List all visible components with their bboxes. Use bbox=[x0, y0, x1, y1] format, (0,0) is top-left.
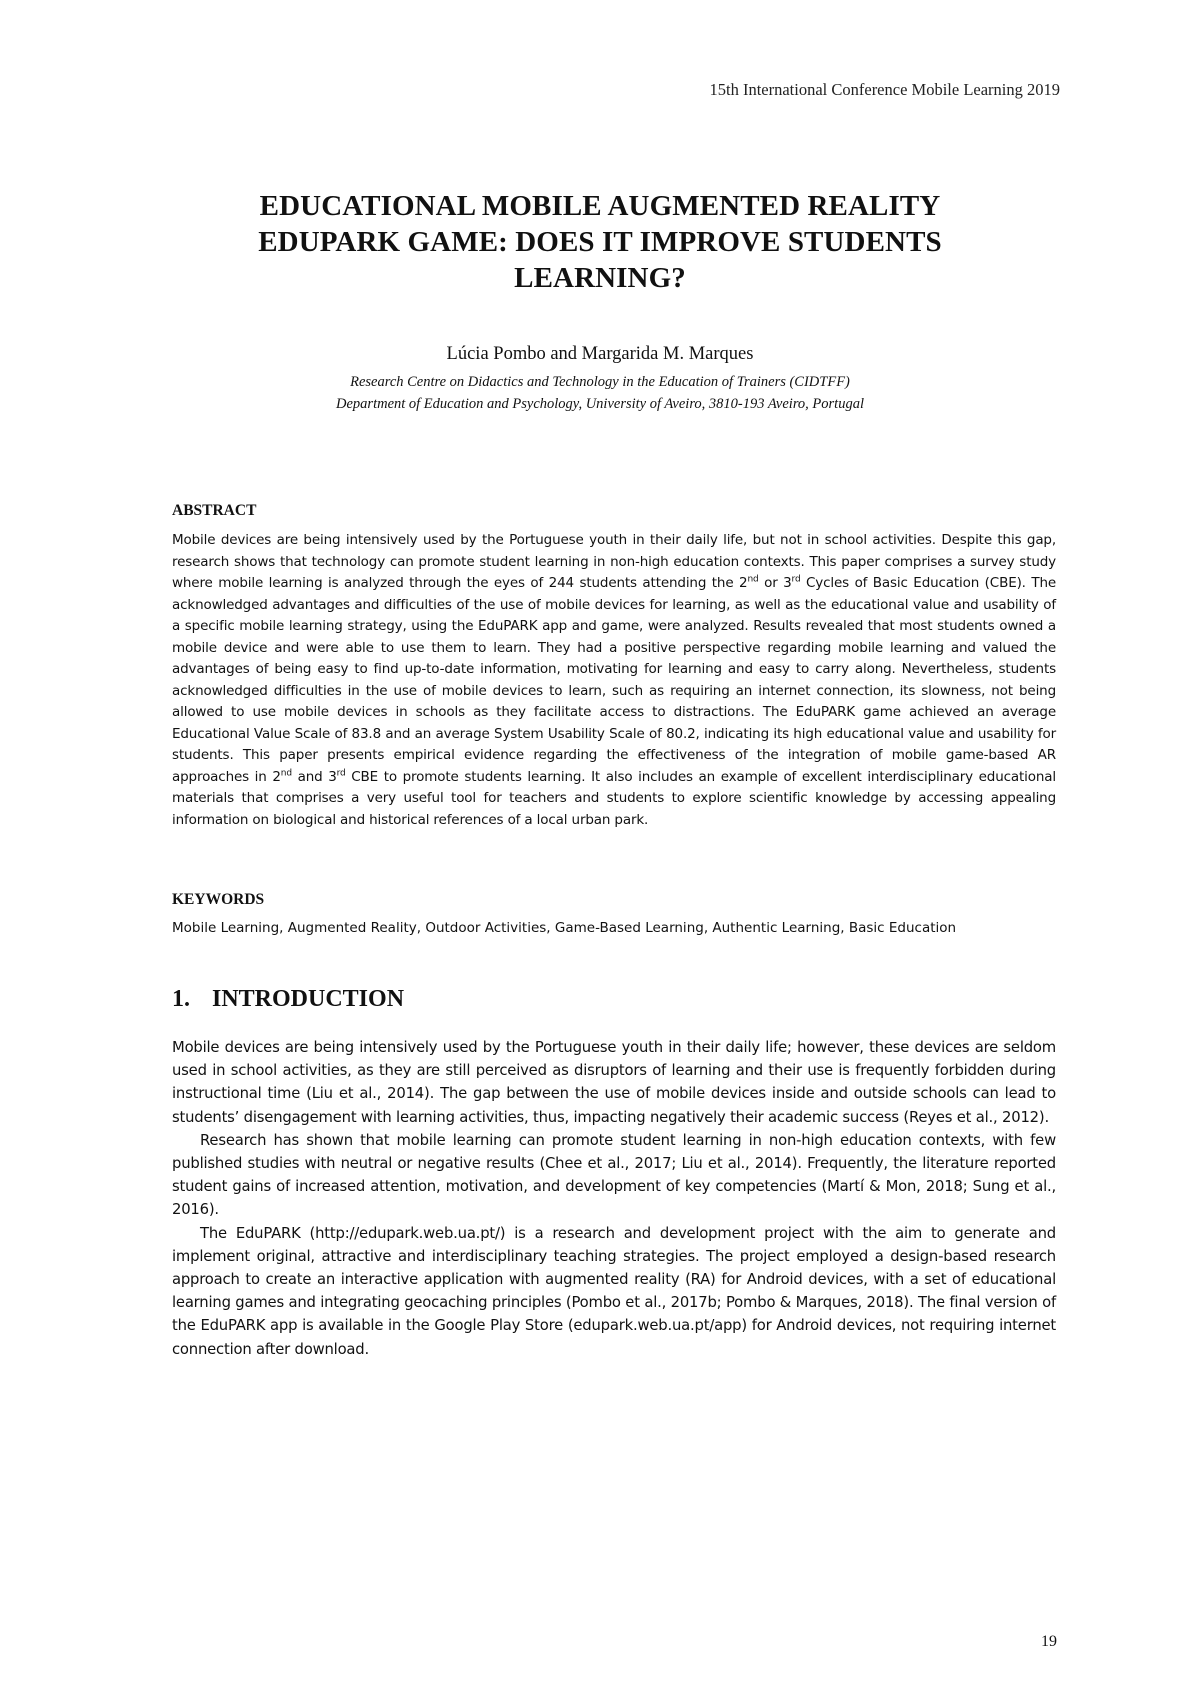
introduction-text bbox=[172, 1036, 1056, 1361]
intro-paragraph: The EduPARK (http://edupark.web.ua.pt/) is a research and development project with the aim to generate and implement original, attractive and interdisciplinary teaching strategies. The project employed a design-based research approach to create an interactive application with augmented reality (RA) for Android devices, with a set of educational learning games and integrating geocaching principles (Pombo et al., 2017b; Pombo & Marques, 2018). The final version of the EduPARK app is available in the Google Play Store (edupark.web.ua.pt/app) for Android devices, not requiring internet connection after download. bbox=[172, 1224, 1056, 1358]
abstract-heading: ABSTRACT bbox=[172, 502, 257, 519]
page-number: 19 bbox=[1041, 1633, 1057, 1650]
title-line-3: LEARNING? bbox=[514, 262, 686, 294]
title-line-2: EDUPARK GAME: DOES IT IMPROVE STUDENTS bbox=[258, 226, 942, 258]
introduction-heading bbox=[172, 986, 404, 1013]
abstract-part-3: Cycles of Basic Education (CBE). The acknowledged advantages and difficulties of the use of mobile devices for learning, as well as the educational value and usability of a specific mobile learning strategy, using the EduPARK app and game, were analyzed. Results revealed that most students owned a mobile device and were able to use them to learn. They had a positive perspective regarding mobile learning and valued the advantages of being easy to find up-to-date information, motivating for learning and easy to carry along. Nevertheless, students acknowledged difficulties in the use of mobile devices to learn, such as requiring an internet connection, its slowness, not being allowed to use mobile devices in schools as they facilitate access to distractions. The EduPARK game achieved an average Educational Value Scale of 83.8 and an average System Usability Scale of 80.2, indicating its high educational value and usability for students. This paper presents empirical evidence regarding the effectiveness of the integration of mobile game-based AR approaches in 2 bbox=[172, 575, 1057, 785]
authors: Lúcia Pombo and Margarida M. Marques bbox=[446, 344, 754, 364]
abstract-part-5: CBE to promote students learning. It also includes an example of excellent interdisciplinary educational materials that comprises a very useful tool for teachers and students to explore scientific knowledge by accessing appealing information on biological and historical references of a local urban park. bbox=[172, 768, 1056, 828]
intro-paragraph: Mobile devices are being intensively used by the Portuguese youth in their daily life; however, these devices are seldom used in school activities, as they are still perceived as disruptors of learning and their use is frequently forbidden during instructional time (Liu et al., 2014). The gap between the use of mobile devices inside and outside schools can lead to students’ disengagement with learning activities, thus, impacting negatively their academic success (Reyes et al., 2012). bbox=[172, 1039, 1056, 1126]
paper-title bbox=[172, 188, 1028, 296]
keywords-text: Mobile Learning, Augmented Reality, Outdoor Activities, Game-Based Learning, Authentic Learning, Basic Education bbox=[172, 920, 957, 936]
abstract-part-2: or 3 bbox=[758, 575, 792, 591]
running-head: 15th International Conference Mobile Learning 2019 bbox=[709, 80, 1060, 99]
affiliation-line-2: Department of Education and Psychology, University of Aveiro, 3810-193 Aveiro, Portugal bbox=[336, 396, 864, 412]
abstract-sup-4: rd bbox=[336, 768, 346, 778]
keywords-heading: KEYWORDS bbox=[172, 891, 265, 908]
abstract-sup-3: nd bbox=[280, 768, 292, 778]
abstract-sup-2: rd bbox=[791, 574, 801, 585]
abstract-text bbox=[172, 530, 1056, 831]
abstract-sup-1: nd bbox=[747, 574, 759, 585]
abstract-part-1: Mobile devices are being intensively used by the Portuguese youth in their daily life, but not in school activities. Despite this gap, research shows that technology can promote student learning in non-high education contexts. This paper comprises a survey study where mobile learning is analyzed through the eyes of 244 students attending the 2 bbox=[172, 532, 1056, 591]
section-number: 1. bbox=[172, 986, 190, 1012]
intro-paragraph: Research has shown that mobile learning can promote student learning in non-high education contexts, with few published studies with neutral or negative results (Chee et al., 2017; Liu et al., 2014). Frequently, the literature reported student gains of increased attention, motivation, and development of key competencies (Martí & Mon, 2018; Sung et al., 2016). bbox=[172, 1131, 1056, 1219]
abstract-part-4: and 3 bbox=[291, 768, 337, 785]
title-line-1: EDUCATIONAL MOBILE AUGMENTED REALITY bbox=[259, 190, 941, 222]
section-title: INTRODUCTION bbox=[212, 986, 405, 1012]
affiliation-line-1: Research Centre on Didactics and Technology in the Education of Trainers (CIDTFF) bbox=[350, 374, 850, 390]
